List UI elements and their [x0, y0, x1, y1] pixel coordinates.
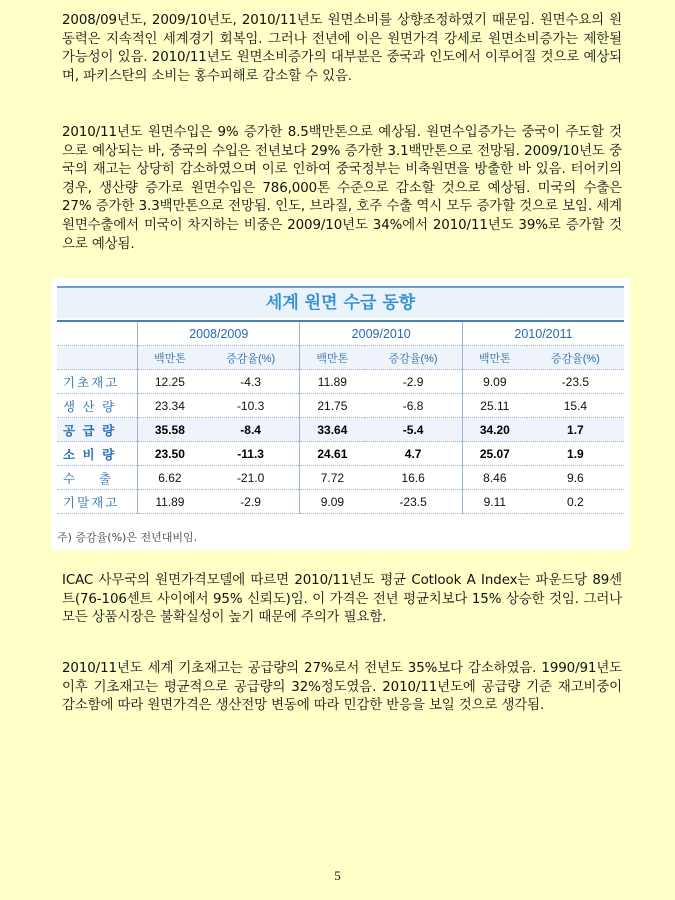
table-cell: 4.7	[364, 442, 462, 466]
table-cell: 15.4	[527, 394, 624, 418]
table-cell: 24.61	[300, 442, 364, 466]
table-cell: -2.9	[202, 490, 300, 514]
paragraph-consumption: 2008/09년도, 2009/10년도, 2010/11년도 원면소비를 상향조정하였기 때문임. 원면수요의 원동력은 지속적인 세계경기 회복임. 그러나 전년에 이은 원면가격 강세로 원면소비증가는 제한될 가능성이 있음. 2010/11년도 원면소비증가의 대부분은 중국과 인도에서 이루어질 것으로 예상되며, 파키스탄의 소비는 홍수피해로 감소할 수 있음.	[62, 13, 622, 84]
year-header: 2009/2010	[300, 321, 462, 346]
table-row	[57, 490, 624, 514]
unit-header: 백만톤	[138, 346, 202, 370]
unit-header: 증감율(%)	[202, 346, 300, 370]
table-cell: -4.3	[202, 370, 300, 394]
unit-header: 백만톤	[462, 346, 526, 370]
table-cell: 1.9	[527, 442, 624, 466]
table-cell: 25.11	[462, 394, 526, 418]
page-number: 5	[334, 868, 341, 883]
table-cell: 9.09	[300, 490, 364, 514]
table-row	[57, 394, 624, 418]
supply-demand-figure	[51, 278, 630, 550]
paragraph-price: ICAC 사무국의 원면가격모델에 따르면 2010/11년도 평균 Cotlook A Index는 파운드당 89센트(76-106센트 사이에서 95% 신뢰도)임. 이 가격은 전년 평균치보다 15% 상승한 것임. 그러나 모든 상품시장은 불확실성이 높기 때문에 주의가 필요함.	[62, 573, 622, 626]
table-cell: 11.89	[138, 490, 202, 514]
table-cell: 0.2	[527, 490, 624, 514]
corner-cell	[57, 321, 138, 346]
unit-header: 증감율(%)	[527, 346, 624, 370]
table-cell: 35.58	[138, 418, 202, 442]
row-label: 기초재고	[57, 370, 138, 394]
year-header: 2008/2009	[138, 321, 300, 346]
table-cell: -23.5	[527, 370, 624, 394]
table-cell: -21.0	[202, 466, 300, 490]
table-row	[57, 442, 624, 466]
table-cell: 6.62	[138, 466, 202, 490]
table-cell: -5.4	[364, 418, 462, 442]
table-row	[57, 466, 624, 490]
figure-note: 주) 증감율(%)은 전년대비임.	[57, 531, 198, 544]
table-cell: -8.4	[202, 418, 300, 442]
table-cell: 12.25	[138, 370, 202, 394]
figure-title: 세계 원면 수급 동향	[57, 286, 624, 318]
table-cell: 25.07	[462, 442, 526, 466]
row-label: 수 출	[57, 466, 138, 490]
table-cell: 21.75	[300, 394, 364, 418]
unit-header: 백만톤	[300, 346, 364, 370]
row-label: 생 산 량	[57, 394, 138, 418]
table-row	[57, 370, 624, 394]
table-cell: -6.8	[364, 394, 462, 418]
corner-cell	[57, 346, 138, 370]
table-cell: 33.64	[300, 418, 364, 442]
table-cell: 1.7	[527, 418, 624, 442]
table-cell: 11.89	[300, 370, 364, 394]
table-row	[57, 418, 624, 442]
table-cell: 23.50	[138, 442, 202, 466]
table-cell: -11.3	[202, 442, 300, 466]
table-cell: 8.46	[462, 466, 526, 490]
table-cell: -10.3	[202, 394, 300, 418]
unit-header: 증감율(%)	[364, 346, 462, 370]
table-cell: 34.20	[462, 418, 526, 442]
year-header: 2010/2011	[462, 321, 624, 346]
table-cell: -2.9	[364, 370, 462, 394]
table-cell: 23.34	[138, 394, 202, 418]
row-label: 기말재고	[57, 490, 138, 514]
table-cell: -23.5	[364, 490, 462, 514]
supply-demand-table	[57, 320, 624, 514]
row-label: 공 급 량	[57, 418, 138, 442]
paragraph-imports: 2010/11년도 원면수입은 9% 증가한 8.5백만톤으로 예상됨. 원면수입증가는 중국이 주도할 것으로 예상되는 바, 중국의 수입은 전년보다 29% 증가한 3.1백만톤으로 전망됨. 2009/10년도 중국의 재고는 상당히 감소하였으며 이로 인하여 중국정부는 비축원면을 방출한 바 있음. 터어키의 경우, 생산량 증가로 원면수입은 786,000톤 수준으로 감소할 것으로 예상됨. 미국의 수출은 27% 증가한 3.3백만톤으로 전망됨. 인도, 브라질, 호주 수출 역시 모두 증가할 것으로 보임. 세계 원면수출에서 미국이 차지하는 비중은 2009/10년도 34%에서 2010/11년도 39%로 증가할 것으로 예상됨.	[62, 125, 622, 252]
table-cell: 16.6	[364, 466, 462, 490]
table-cell: 7.72	[300, 466, 364, 490]
table-cell: 9.09	[462, 370, 526, 394]
table-cell: 9.6	[527, 466, 624, 490]
row-label: 소 비 량	[57, 442, 138, 466]
paragraph-stocks: 2010/11년도 세계 기초재고는 공급량의 27%로서 전년도 35%보다 감소하였음. 1990/91년도 이후 기초재고는 평균적으로 공급량의 32%정도였음. 2010/11년도에 공급량 기준 재고비중이 감소함에 따라 원면가격은 생산전망 변동에 따라 민감한 반응을 보일 것으로 생각됨.	[62, 661, 622, 714]
table-cell: 9.11	[462, 490, 526, 514]
